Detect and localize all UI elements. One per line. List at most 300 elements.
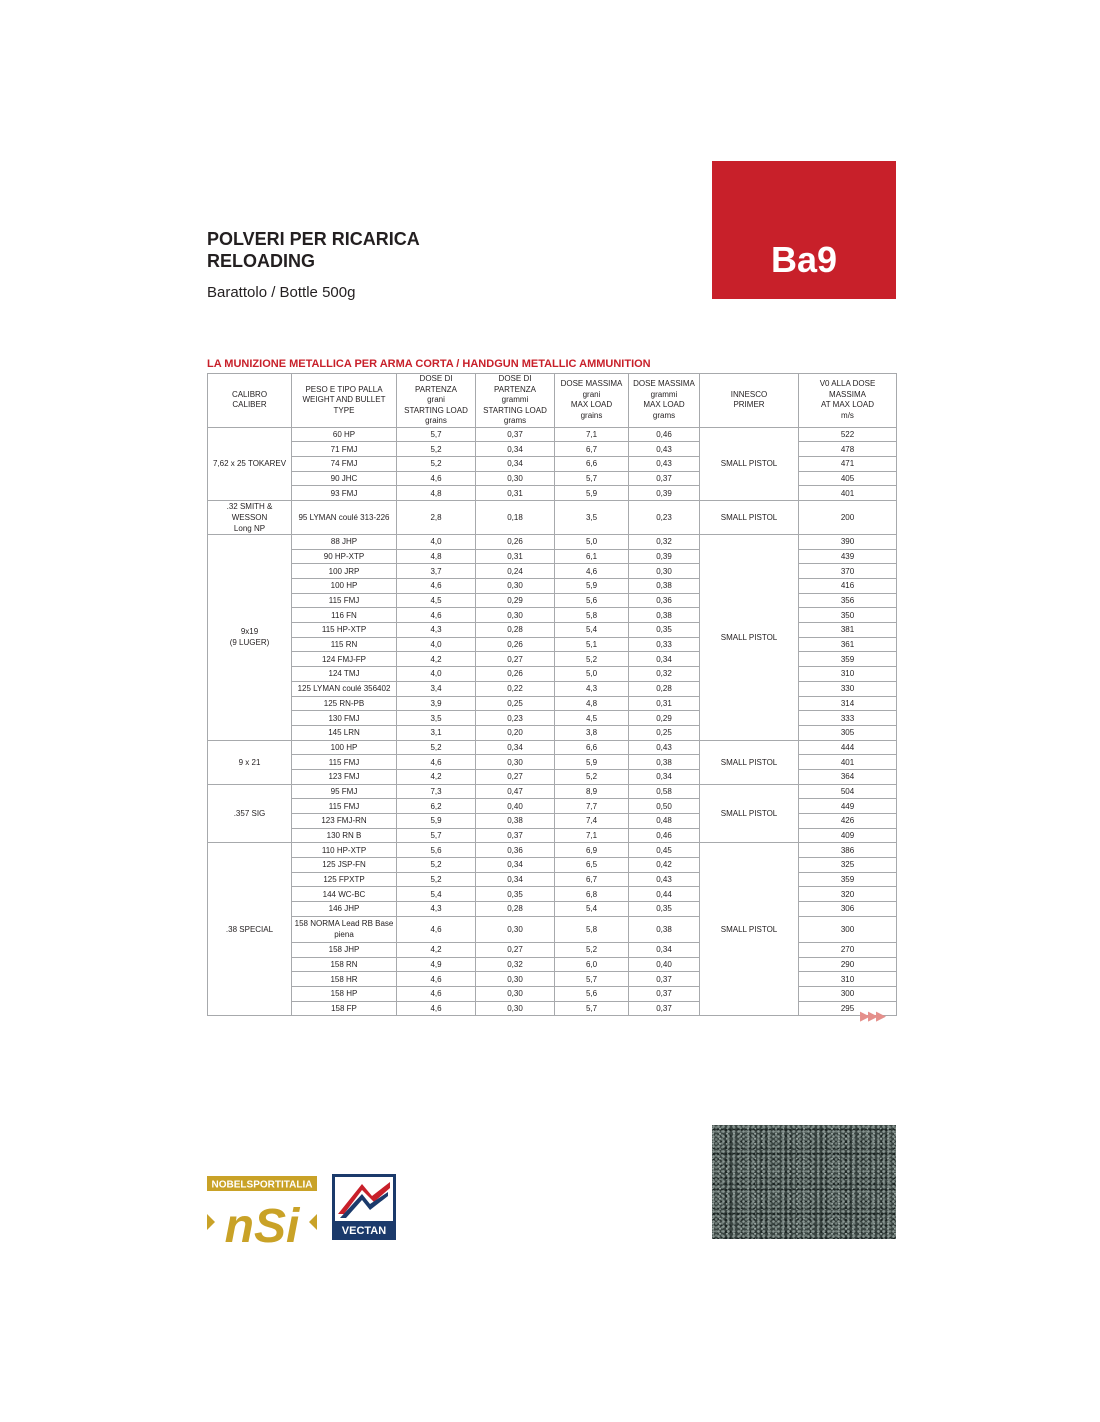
cell-v0: 361 bbox=[799, 637, 897, 652]
cell-max-gr: 7,4 bbox=[555, 814, 629, 829]
cell-v0: 426 bbox=[799, 814, 897, 829]
cell-max-g: 0,23 bbox=[629, 500, 700, 534]
cell-start-g: 0,38 bbox=[476, 814, 555, 829]
table-row bbox=[208, 843, 897, 858]
cell-v0: 290 bbox=[799, 957, 897, 972]
cell-start-gr: 5,7 bbox=[397, 828, 476, 843]
cell-start-g: 0,30 bbox=[476, 1001, 555, 1016]
cell-start-g: 0,47 bbox=[476, 784, 555, 799]
cell-v0: 405 bbox=[799, 471, 897, 486]
primer-cell: SMALL PISTOL bbox=[700, 427, 799, 500]
cell-max-gr: 4,5 bbox=[555, 711, 629, 726]
column-header-line: MAX LOAD bbox=[643, 400, 685, 410]
cell-max-gr: 5,9 bbox=[555, 486, 629, 501]
column-header-line: AT MAX LOAD bbox=[820, 400, 875, 410]
cell-start-g: 0,26 bbox=[476, 667, 555, 682]
cell-v0: 364 bbox=[799, 769, 897, 784]
cell-start-gr: 5,2 bbox=[397, 442, 476, 457]
cell-v0: 300 bbox=[799, 986, 897, 1001]
cell-max-gr: 5,2 bbox=[555, 942, 629, 957]
cell-bullet: 100 JRP bbox=[292, 564, 397, 579]
cell-v0: 306 bbox=[799, 902, 897, 917]
cell-start-g: 0,24 bbox=[476, 564, 555, 579]
next-page-arrows-icon: ▶▶▶ bbox=[860, 1008, 884, 1023]
cell-start-gr: 4,8 bbox=[397, 549, 476, 564]
table-row bbox=[208, 500, 897, 534]
cell-v0: 356 bbox=[799, 593, 897, 608]
cell-v0: 200 bbox=[799, 500, 897, 534]
cell-max-gr: 5,7 bbox=[555, 1001, 629, 1016]
page-subtitle: Barattolo / Bottle 500g bbox=[207, 284, 356, 301]
cell-start-gr: 6,2 bbox=[397, 799, 476, 814]
cell-max-gr: 5,2 bbox=[555, 769, 629, 784]
cell-max-gr: 5,6 bbox=[555, 593, 629, 608]
cell-start-gr: 3,5 bbox=[397, 711, 476, 726]
primer-cell: SMALL PISTOL bbox=[700, 843, 799, 1016]
cell-max-g: 0,30 bbox=[629, 564, 700, 579]
section-heading: LA MUNIZIONE METALLICA PER ARMA CORTA / HANDGUN METALLIC AMMUNITION bbox=[207, 358, 651, 370]
cell-start-g: 0,34 bbox=[476, 456, 555, 471]
cell-v0: 305 bbox=[799, 725, 897, 740]
cell-max-gr: 6,9 bbox=[555, 843, 629, 858]
cell-bullet: 110 HP-XTP bbox=[292, 843, 397, 858]
nobelsportitalia-logo bbox=[207, 1176, 317, 1262]
column-header-line: PESO E TIPO PALLA bbox=[305, 384, 383, 394]
title-line-1: POLVERI PER RICARICA bbox=[207, 229, 420, 249]
caliber-cell bbox=[208, 427, 292, 500]
caliber-line: 9 x 21 bbox=[238, 757, 261, 767]
column-header-line: m/s bbox=[841, 410, 854, 420]
cell-bullet: 158 NORMA Lead RB Base piena bbox=[292, 916, 397, 942]
cell-start-gr: 4,6 bbox=[397, 1001, 476, 1016]
cell-max-g: 0,36 bbox=[629, 593, 700, 608]
nsi-mark-text: nSi bbox=[224, 1200, 300, 1253]
column-header bbox=[292, 374, 397, 428]
cell-start-gr: 4,0 bbox=[397, 667, 476, 682]
cell-start-g: 0,34 bbox=[476, 740, 555, 755]
cell-max-g: 0,32 bbox=[629, 534, 700, 549]
cell-start-gr: 2,8 bbox=[397, 500, 476, 534]
cell-start-g: 0,37 bbox=[476, 427, 555, 442]
cell-max-gr: 4,3 bbox=[555, 681, 629, 696]
cell-max-g: 0,34 bbox=[629, 652, 700, 667]
cell-max-gr: 7,1 bbox=[555, 828, 629, 843]
cell-start-gr: 4,6 bbox=[397, 755, 476, 770]
cell-start-g: 0,27 bbox=[476, 942, 555, 957]
cell-v0: 471 bbox=[799, 456, 897, 471]
cell-start-g: 0,29 bbox=[476, 593, 555, 608]
cell-start-gr: 4,6 bbox=[397, 579, 476, 594]
cell-max-g: 0,31 bbox=[629, 696, 700, 711]
cell-bullet: 115 FMJ bbox=[292, 755, 397, 770]
cell-max-g: 0,46 bbox=[629, 828, 700, 843]
column-header-line: INNESCO bbox=[730, 389, 768, 399]
cell-max-g: 0,38 bbox=[629, 916, 700, 942]
column-header-line: grams bbox=[652, 410, 676, 420]
cell-start-g: 0,23 bbox=[476, 711, 555, 726]
cell-start-g: 0,30 bbox=[476, 579, 555, 594]
cell-max-gr: 5,9 bbox=[555, 579, 629, 594]
cell-max-gr: 3,5 bbox=[555, 500, 629, 534]
cell-bullet: 100 HP bbox=[292, 740, 397, 755]
primer-cell: SMALL PISTOL bbox=[700, 534, 799, 740]
cell-start-g: 0,30 bbox=[476, 972, 555, 987]
cell-bullet: 93 FMJ bbox=[292, 486, 397, 501]
cell-max-g: 0,37 bbox=[629, 471, 700, 486]
cell-start-gr: 5,2 bbox=[397, 872, 476, 887]
cell-start-gr: 3,7 bbox=[397, 564, 476, 579]
cell-max-g: 0,45 bbox=[629, 843, 700, 858]
table-row bbox=[208, 427, 897, 442]
cell-start-gr: 5,2 bbox=[397, 858, 476, 873]
cell-max-g: 0,40 bbox=[629, 957, 700, 972]
cell-max-g: 0,33 bbox=[629, 637, 700, 652]
cell-max-g: 0,35 bbox=[629, 902, 700, 917]
cell-start-gr: 4,6 bbox=[397, 471, 476, 486]
cell-max-g: 0,28 bbox=[629, 681, 700, 696]
cell-max-gr: 4,8 bbox=[555, 696, 629, 711]
caliber-line: 9x19 bbox=[240, 627, 259, 637]
cell-v0: 314 bbox=[799, 696, 897, 711]
cell-v0: 439 bbox=[799, 549, 897, 564]
cell-start-gr: 4,0 bbox=[397, 534, 476, 549]
vectan-text: VECTAN bbox=[341, 1225, 387, 1237]
cell-start-g: 0,30 bbox=[476, 608, 555, 623]
cell-max-gr: 6,7 bbox=[555, 442, 629, 457]
column-header-line: CALIBRO bbox=[231, 389, 268, 399]
cell-v0: 320 bbox=[799, 887, 897, 902]
cell-bullet: 125 FPXTP bbox=[292, 872, 397, 887]
powder-granules-image bbox=[712, 1125, 896, 1239]
caliber-line: (9 LUGER) bbox=[229, 638, 270, 648]
cell-start-gr: 5,4 bbox=[397, 887, 476, 902]
cell-start-gr: 5,6 bbox=[397, 843, 476, 858]
cell-start-gr: 3,9 bbox=[397, 696, 476, 711]
cell-v0: 401 bbox=[799, 486, 897, 501]
cell-max-gr: 6,7 bbox=[555, 872, 629, 887]
cell-v0: 478 bbox=[799, 442, 897, 457]
cell-bullet: 115 RN bbox=[292, 637, 397, 652]
column-header-line: grams bbox=[503, 416, 527, 425]
cell-start-g: 0,22 bbox=[476, 681, 555, 696]
cell-v0: 381 bbox=[799, 623, 897, 638]
title-line-2: RELOADING bbox=[207, 251, 315, 271]
column-header-line: DOSE DI PARTENZA bbox=[494, 374, 536, 394]
column-header bbox=[397, 374, 476, 428]
cell-start-gr: 4,6 bbox=[397, 986, 476, 1001]
cell-bullet: 90 HP-XTP bbox=[292, 549, 397, 564]
cell-bullet: 158 FP bbox=[292, 1001, 397, 1016]
cell-max-g: 0,43 bbox=[629, 456, 700, 471]
caliber-line: .32 SMITH & WESSON bbox=[226, 501, 273, 522]
cell-v0: 270 bbox=[799, 942, 897, 957]
cell-bullet: 158 RN bbox=[292, 957, 397, 972]
column-header-line: grani bbox=[427, 395, 445, 404]
cell-start-g: 0,36 bbox=[476, 843, 555, 858]
cell-v0: 522 bbox=[799, 427, 897, 442]
cell-start-gr: 4,8 bbox=[397, 486, 476, 501]
cell-max-g: 0,38 bbox=[629, 608, 700, 623]
cell-max-gr: 5,8 bbox=[555, 608, 629, 623]
cell-bullet: 115 FMJ bbox=[292, 799, 397, 814]
table-row bbox=[208, 784, 897, 799]
cell-bullet: 130 FMJ bbox=[292, 711, 397, 726]
column-header-line: STARTING LOAD bbox=[483, 405, 547, 415]
cell-max-gr: 5,0 bbox=[555, 534, 629, 549]
cell-bullet: 123 FMJ bbox=[292, 769, 397, 784]
column-header bbox=[799, 374, 897, 428]
cell-max-gr: 5,4 bbox=[555, 623, 629, 638]
cell-bullet: 125 LYMAN coulé 356402 bbox=[292, 681, 397, 696]
caliber-line: 7,62 x 25 TOKAREV bbox=[212, 459, 287, 469]
load-data-table bbox=[207, 373, 897, 1016]
cell-start-g: 0,30 bbox=[476, 755, 555, 770]
cell-max-gr: 6,5 bbox=[555, 858, 629, 873]
cell-start-gr: 7,3 bbox=[397, 784, 476, 799]
cell-max-g: 0,34 bbox=[629, 769, 700, 784]
column-header-line: CALIBER bbox=[232, 400, 267, 410]
caliber-cell bbox=[208, 740, 292, 784]
cell-v0: 359 bbox=[799, 652, 897, 667]
column-header-line: STARTING LOAD bbox=[404, 405, 468, 415]
table-row bbox=[208, 740, 897, 755]
column-header-line: grammi bbox=[501, 395, 529, 404]
cell-start-g: 0,28 bbox=[476, 623, 555, 638]
cell-start-g: 0,25 bbox=[476, 696, 555, 711]
column-header-line: grains bbox=[425, 416, 447, 425]
cell-start-gr: 5,2 bbox=[397, 456, 476, 471]
cell-max-gr: 6,6 bbox=[555, 456, 629, 471]
product-code-badge: Ba9 bbox=[712, 161, 896, 299]
cell-max-g: 0,37 bbox=[629, 972, 700, 987]
cell-bullet: 145 LRN bbox=[292, 725, 397, 740]
cell-bullet: 90 JHC bbox=[292, 471, 397, 486]
cell-start-gr: 4,2 bbox=[397, 942, 476, 957]
nsi-banner-text: NOBELSPORTITALIA bbox=[211, 1179, 313, 1191]
cell-start-g: 0,31 bbox=[476, 486, 555, 501]
cell-start-gr: 4,2 bbox=[397, 769, 476, 784]
cell-start-gr: 4,6 bbox=[397, 916, 476, 942]
cell-bullet: 95 FMJ bbox=[292, 784, 397, 799]
cell-start-gr: 3,4 bbox=[397, 681, 476, 696]
cell-start-g: 0,20 bbox=[476, 725, 555, 740]
cell-v0: 449 bbox=[799, 799, 897, 814]
cell-max-gr: 5,7 bbox=[555, 972, 629, 987]
primer-cell: SMALL PISTOL bbox=[700, 740, 799, 784]
cell-start-gr: 4,2 bbox=[397, 652, 476, 667]
cell-v0: 386 bbox=[799, 843, 897, 858]
table-row bbox=[208, 534, 897, 549]
cell-start-g: 0,35 bbox=[476, 887, 555, 902]
cell-start-g: 0,34 bbox=[476, 872, 555, 887]
cell-bullet: 74 FMJ bbox=[292, 456, 397, 471]
cell-v0: 504 bbox=[799, 784, 897, 799]
caliber-cell bbox=[208, 500, 292, 534]
cell-start-g: 0,27 bbox=[476, 769, 555, 784]
cell-bullet: 115 FMJ bbox=[292, 593, 397, 608]
cell-start-gr: 5,7 bbox=[397, 427, 476, 442]
cell-bullet: 71 FMJ bbox=[292, 442, 397, 457]
cell-v0: 359 bbox=[799, 872, 897, 887]
cell-start-gr: 4,3 bbox=[397, 902, 476, 917]
table-header-row bbox=[208, 374, 897, 428]
cell-max-gr: 8,9 bbox=[555, 784, 629, 799]
cell-max-gr: 5,4 bbox=[555, 902, 629, 917]
cell-bullet: 124 TMJ bbox=[292, 667, 397, 682]
column-header-line: V0 ALLA DOSE MASSIMA bbox=[819, 379, 876, 399]
cell-v0: 390 bbox=[799, 534, 897, 549]
cell-v0: 401 bbox=[799, 755, 897, 770]
column-header-line: MAX LOAD bbox=[570, 400, 613, 410]
cell-v0: 300 bbox=[799, 916, 897, 942]
cell-max-gr: 5,8 bbox=[555, 916, 629, 942]
cell-max-g: 0,37 bbox=[629, 986, 700, 1001]
cell-v0: 310 bbox=[799, 667, 897, 682]
cell-max-g: 0,43 bbox=[629, 442, 700, 457]
cell-max-gr: 5,0 bbox=[555, 667, 629, 682]
cell-max-g: 0,39 bbox=[629, 549, 700, 564]
cell-start-g: 0,30 bbox=[476, 986, 555, 1001]
cell-max-g: 0,39 bbox=[629, 486, 700, 501]
cell-bullet: 144 WC-BC bbox=[292, 887, 397, 902]
cell-bullet: 115 HP-XTP bbox=[292, 623, 397, 638]
column-header bbox=[476, 374, 555, 428]
column-header-line: WEIGHT AND BULLET TYPE bbox=[302, 395, 386, 415]
cell-v0: 310 bbox=[799, 972, 897, 987]
column-header bbox=[555, 374, 629, 428]
cell-start-g: 0,40 bbox=[476, 799, 555, 814]
caliber-cell bbox=[208, 843, 292, 1016]
cell-start-gr: 5,2 bbox=[397, 740, 476, 755]
cell-max-g: 0,48 bbox=[629, 814, 700, 829]
cell-max-g: 0,44 bbox=[629, 887, 700, 902]
cell-bullet: 158 HR bbox=[292, 972, 397, 987]
cell-v0: 409 bbox=[799, 828, 897, 843]
page-title bbox=[207, 228, 420, 272]
cell-start-gr: 4,9 bbox=[397, 957, 476, 972]
cell-max-g: 0,58 bbox=[629, 784, 700, 799]
cell-start-g: 0,34 bbox=[476, 858, 555, 873]
cell-max-gr: 5,6 bbox=[555, 986, 629, 1001]
cell-start-g: 0,34 bbox=[476, 442, 555, 457]
cell-start-g: 0,37 bbox=[476, 828, 555, 843]
caliber-cell bbox=[208, 784, 292, 843]
cell-bullet: 158 JHP bbox=[292, 942, 397, 957]
cell-max-gr: 6,0 bbox=[555, 957, 629, 972]
cell-max-gr: 5,1 bbox=[555, 637, 629, 652]
cell-max-gr: 3,8 bbox=[555, 725, 629, 740]
primer-cell: SMALL PISTOL bbox=[700, 500, 799, 534]
cell-bullet: 100 HP bbox=[292, 579, 397, 594]
cell-bullet: 125 JSP-FN bbox=[292, 858, 397, 873]
column-header-line: grani bbox=[582, 389, 601, 399]
cell-bullet: 146 JHP bbox=[292, 902, 397, 917]
cell-v0: 416 bbox=[799, 579, 897, 594]
cell-max-gr: 5,2 bbox=[555, 652, 629, 667]
cell-start-g: 0,30 bbox=[476, 916, 555, 942]
cell-bullet: 116 FN bbox=[292, 608, 397, 623]
cell-bullet: 130 RN B bbox=[292, 828, 397, 843]
cell-bullet: 158 HP bbox=[292, 986, 397, 1001]
cell-start-g: 0,18 bbox=[476, 500, 555, 534]
cell-start-g: 0,26 bbox=[476, 637, 555, 652]
cell-max-g: 0,43 bbox=[629, 872, 700, 887]
cell-start-g: 0,26 bbox=[476, 534, 555, 549]
cell-start-gr: 4,6 bbox=[397, 608, 476, 623]
cell-max-g: 0,37 bbox=[629, 1001, 700, 1016]
cell-max-g: 0,35 bbox=[629, 623, 700, 638]
caliber-cell bbox=[208, 534, 292, 740]
cell-start-g: 0,32 bbox=[476, 957, 555, 972]
column-header bbox=[629, 374, 700, 428]
cell-start-gr: 4,3 bbox=[397, 623, 476, 638]
cell-max-gr: 7,1 bbox=[555, 427, 629, 442]
cell-v0: 295 bbox=[799, 1001, 897, 1016]
cell-max-g: 0,46 bbox=[629, 427, 700, 442]
cell-bullet: 60 HP bbox=[292, 427, 397, 442]
cell-start-gr: 3,1 bbox=[397, 725, 476, 740]
cell-start-gr: 4,0 bbox=[397, 637, 476, 652]
cell-max-gr: 4,6 bbox=[555, 564, 629, 579]
cell-v0: 333 bbox=[799, 711, 897, 726]
vectan-logo bbox=[332, 1174, 396, 1240]
cell-start-g: 0,31 bbox=[476, 549, 555, 564]
cell-max-gr: 6,1 bbox=[555, 549, 629, 564]
cell-max-g: 0,42 bbox=[629, 858, 700, 873]
column-header-line: grains bbox=[580, 410, 603, 420]
primer-cell: SMALL PISTOL bbox=[700, 784, 799, 843]
cell-max-gr: 6,6 bbox=[555, 740, 629, 755]
cell-bullet: 88 JHP bbox=[292, 534, 397, 549]
cell-max-g: 0,29 bbox=[629, 711, 700, 726]
column-header-line: grammi bbox=[650, 389, 678, 399]
cell-start-gr: 5,9 bbox=[397, 814, 476, 829]
cell-start-g: 0,28 bbox=[476, 902, 555, 917]
column-header-line: DOSE MASSIMA bbox=[560, 379, 623, 389]
cell-bullet: 124 FMJ-FP bbox=[292, 652, 397, 667]
cell-bullet: 125 RN-PB bbox=[292, 696, 397, 711]
cell-v0: 325 bbox=[799, 858, 897, 873]
cell-start-g: 0,27 bbox=[476, 652, 555, 667]
cell-v0: 350 bbox=[799, 608, 897, 623]
cell-max-g: 0,34 bbox=[629, 942, 700, 957]
cell-v0: 330 bbox=[799, 681, 897, 696]
cell-max-g: 0,32 bbox=[629, 667, 700, 682]
column-header-line: PRIMER bbox=[733, 400, 765, 410]
column-header-line: DOSE MASSIMA bbox=[633, 379, 695, 389]
caliber-line: Long NP bbox=[233, 523, 266, 533]
caliber-line: .357 SIG bbox=[233, 809, 266, 818]
cell-bullet: 95 LYMAN coulé 313-226 bbox=[292, 500, 397, 534]
caliber-line: .38 SPECIAL bbox=[225, 924, 274, 934]
cell-max-g: 0,50 bbox=[629, 799, 700, 814]
cell-max-g: 0,25 bbox=[629, 725, 700, 740]
cell-bullet: 123 FMJ-RN bbox=[292, 814, 397, 829]
cell-max-gr: 5,9 bbox=[555, 755, 629, 770]
cell-max-g: 0,38 bbox=[629, 755, 700, 770]
cell-max-g: 0,38 bbox=[629, 579, 700, 594]
cell-max-gr: 6,8 bbox=[555, 887, 629, 902]
cell-max-gr: 5,7 bbox=[555, 471, 629, 486]
cell-start-gr: 4,5 bbox=[397, 593, 476, 608]
cell-max-g: 0,43 bbox=[629, 740, 700, 755]
cell-max-gr: 7,7 bbox=[555, 799, 629, 814]
cell-start-g: 0,30 bbox=[476, 471, 555, 486]
cell-start-gr: 4,6 bbox=[397, 972, 476, 987]
column-header bbox=[700, 374, 799, 428]
cell-v0: 370 bbox=[799, 564, 897, 579]
column-header bbox=[208, 374, 292, 428]
